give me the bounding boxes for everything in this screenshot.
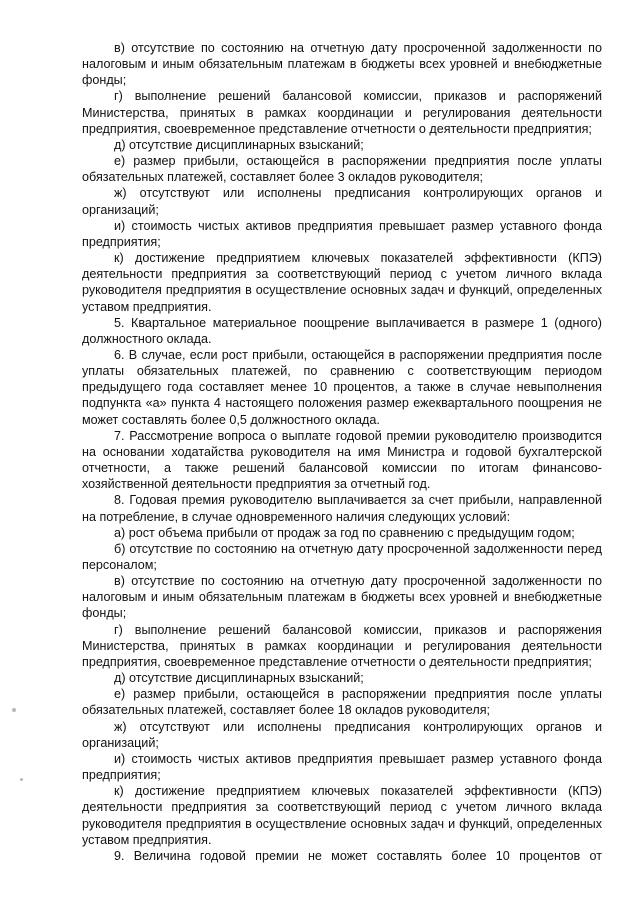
paragraph: 6. В случае, если рост прибыли, остающейся в распоряжении предприятия после уплаты обязательных платежей, по сравнению с соответствующим периодом предыдущего года составляет менее 10 процентов, а также в случае невыполнения подпункта «а» пункта 4 настоящего положения размер ежеквартального поощрения не может составлять более 0,5 должностного оклада. bbox=[82, 347, 602, 427]
paragraph: и) стоимость чистых активов предприятия превышает размер уставного фонда предприятия; bbox=[82, 751, 602, 783]
paragraph: д) отсутствие дисциплинарных взысканий; bbox=[114, 671, 364, 686]
paragraph: г) выполнение решений балансовой комиссии, приказов и распоряжения Министерства, принятых в рамках координации и регулирования деятельности предприятия, своевременное представление отчетности о деятельности предприятия; bbox=[82, 622, 602, 669]
paragraph: в) отсутствие по состоянию на отчетную дату просроченной задолженности по налоговым и иным обязательным платежам в бюджеты всех уровней и внебюджетные фонды; bbox=[82, 574, 602, 621]
paragraph: б) отсутствие по состоянию на отчетную дату просроченной задолженности перед персоналом; bbox=[82, 541, 602, 572]
paragraph: 5. Квартальное материальное поощрение выплачивается в размере 1 (одного) должностного оклада. bbox=[82, 315, 602, 346]
paragraph: в) отсутствие по состоянию на отчетную дату просроченной задолженности по налоговым и иным обязательным платежам в бюджеты всех уровней и внебюджетные фонды; bbox=[82, 41, 602, 88]
paragraph: г) выполнение решений балансовой комиссии, приказов и распоряжений Министерства, принятых в рамках координации и регулирования деятельности предприятия, своевременное представление отчетности о деятельности предприятия; bbox=[82, 89, 602, 136]
scan-speck bbox=[20, 778, 23, 781]
paragraph: д) отсутствие дисциплинарных взысканий; bbox=[114, 137, 364, 152]
paragraph: е) размер прибыли, остающейся в распоряжении предприятия после уплаты обязательных платежей, составляет более 3 окладов руководителя; bbox=[82, 154, 602, 185]
paragraph: а) рост объема прибыли от продаж за год по сравнению с предыдущим годом; bbox=[114, 525, 575, 540]
paragraph: е) размер прибыли, остающейся в распоряжении предприятия после уплаты обязательных платежей, составляет более 18 окладов руководителя; bbox=[82, 687, 602, 718]
paragraph: 8. Годовая премия руководителю выплачивается за счет прибыли, направленной на потребление, в случае одновременного наличия следующих условий: bbox=[82, 493, 602, 524]
scan-speck bbox=[12, 708, 16, 712]
paragraph: 7. Рассмотрение вопроса о выплате годовой премии руководителю производится на основании ходатайства руководителя на имя Министра и годовой бухгалтерской отчетности, а также решений балансовой комиссии по итогам финансово-хозяйственной деятельности предприятия за отчетный год. bbox=[82, 428, 602, 492]
paragraph-continues: 9. Величина годовой премии не может составлять более 10 процентов от bbox=[114, 848, 602, 863]
paragraph: к) достижение предприятием ключевых показателей эффективности (КПЭ) деятельности предприятия за соответствующий период с учетом личного вклада руководителя предприятия в осуществление основных задач и функций, определенных уставом предприятия. bbox=[82, 251, 602, 314]
paragraph: к) достижение предприятием ключевых показателей эффективности (КПЭ) деятельности предприятия за соответствующий период с учетом личного вклада руководителя предприятия в осуществление основных задач и функций, определенных уставом предприятия. bbox=[82, 784, 602, 847]
paragraph: ж) отсутствуют или исполнены предписания контролирующих органов и организаций; bbox=[82, 186, 602, 217]
paragraph: ж) отсутствуют или исполнены предписания контролирующих органов и организаций; bbox=[82, 719, 602, 750]
paragraph: и) стоимость чистых активов предприятия превышает размер уставного фонда предприятия; bbox=[82, 218, 602, 249]
document-body bbox=[82, 40, 602, 864]
